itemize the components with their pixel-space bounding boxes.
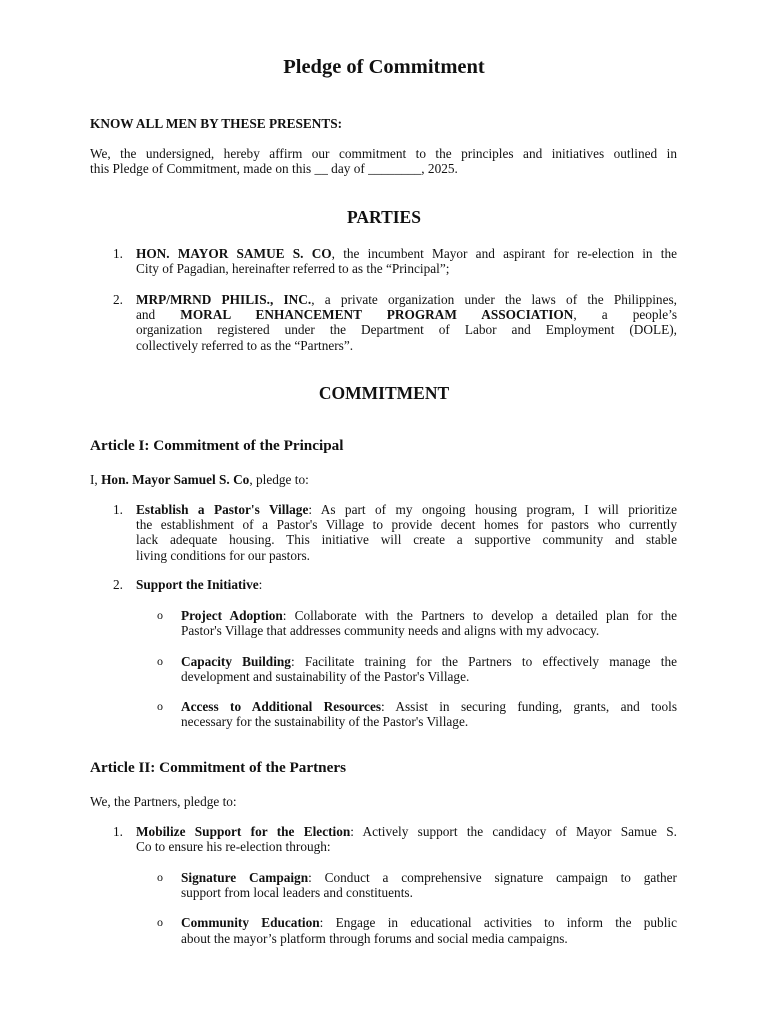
bullet: o xyxy=(157,654,163,668)
parties-item-2-line: and MORAL ENHANCEMENT PROGRAM ASSOCIATION, a people’s xyxy=(136,307,678,322)
list-number: 2. xyxy=(113,292,123,307)
parties-item-1-line: HON. MAYOR SAMUE S. CO, the incumbent Mayor and aspirant for re-election in the xyxy=(136,246,677,261)
article-1-sub-2-line: development and sustainability of the Pastor's Village. xyxy=(181,669,470,684)
intro-line: this Pledge of Commitment, made on this __ day of ________, 2025. xyxy=(90,161,458,176)
article-1-sub-1-line: Pastor's Village that addresses community needs and aligns with my advocacy. xyxy=(181,623,600,638)
article-1-item-1-line: the establishment of a Pastor's Village to provide decent homes for pastors who currently xyxy=(136,517,677,532)
parties-item-2-line: collectively referred to as the “Partners”. xyxy=(136,338,354,353)
bullet: o xyxy=(157,608,163,622)
party-name: HON. MAYOR SAMUE S. CO xyxy=(136,246,332,261)
list-number: 1. xyxy=(113,246,123,261)
article-2-sub-1-line: Signature Campaign: Conduct a comprehensive signature campaign to gather xyxy=(181,870,677,885)
parties-item-2-line: MRP/MRND PHILIS., INC., a private organization under the laws of the Philippines, xyxy=(136,292,677,307)
list-number: 1. xyxy=(113,824,123,839)
article-1-heading: Article I: Commitment of the Principal xyxy=(90,437,344,454)
article-2-heading: Article II: Commitment of the Partners xyxy=(90,759,346,776)
parties-item-1-line: City of Pagadian, hereinafter referred to as the “Principal”; xyxy=(136,261,450,276)
article-1-item-2-line: Support the Initiative: xyxy=(136,577,263,592)
party-name: MORAL ENHANCEMENT PROGRAM ASSOCIATION xyxy=(180,307,574,322)
party-name: MRP/MRND PHILIS., INC. xyxy=(136,292,312,307)
document-title: Pledge of Commitment xyxy=(283,56,485,78)
list-number: 2. xyxy=(113,577,123,592)
intro-heading: KNOW ALL MEN BY THESE PRESENTS: xyxy=(90,116,343,131)
article-1-sub-2-line: Capacity Building: Facilitate training for the Partners to effectively manage the xyxy=(181,654,678,669)
intro-line: We, the undersigned, hereby affirm our commitment to the principles and initiatives outlined in xyxy=(90,146,677,161)
article-1-sub-3-line: Access to Additional Resources: Assist in securing funding, grants, and tools xyxy=(181,699,677,714)
article-2-sub-2-line: Community Education: Engage in educational activities to inform the public xyxy=(181,915,677,930)
article-2-sub-2-line: about the mayor’s platform through forums and social media campaigns. xyxy=(181,931,568,946)
bullet: o xyxy=(157,870,163,884)
article-2-sub-1-line: support from local leaders and constituents. xyxy=(181,885,413,900)
article-1-sub-3-line: necessary for the sustainability of the Pastor's Village. xyxy=(181,714,469,729)
article-2-lead: We, the Partners, pledge to: xyxy=(90,794,237,809)
article-2-item-1-line: Mobilize Support for the Election: Actively support the candidacy of Mayor Samue S. xyxy=(136,824,677,839)
bullet: o xyxy=(157,915,163,929)
article-1-sub-1-line: Project Adoption: Collaborate with the Partners to develop a detailed plan for the xyxy=(181,608,677,623)
article-1-lead: I, Hon. Mayor Samuel S. Co, pledge to: xyxy=(90,472,309,487)
article-1-item-1-line: Establish a Pastor's Village: As part of my ongoing housing program, I will prioritize xyxy=(136,502,677,517)
parties-item-2-line: organization registered under the Department of Labor and Employment (DOLE), xyxy=(136,322,677,337)
article-2-item-1-line: Co to ensure his re-election through: xyxy=(136,839,331,854)
commitment-heading: COMMITMENT xyxy=(318,383,450,403)
bullet: o xyxy=(157,699,163,713)
article-1-item-1-line: lack adequate housing. This initiative will create a supportive community and stable xyxy=(136,532,677,547)
parties-heading: PARTIES xyxy=(347,207,421,227)
article-1-item-1-line: living conditions for our pastors. xyxy=(136,548,310,563)
list-number: 1. xyxy=(113,502,123,517)
